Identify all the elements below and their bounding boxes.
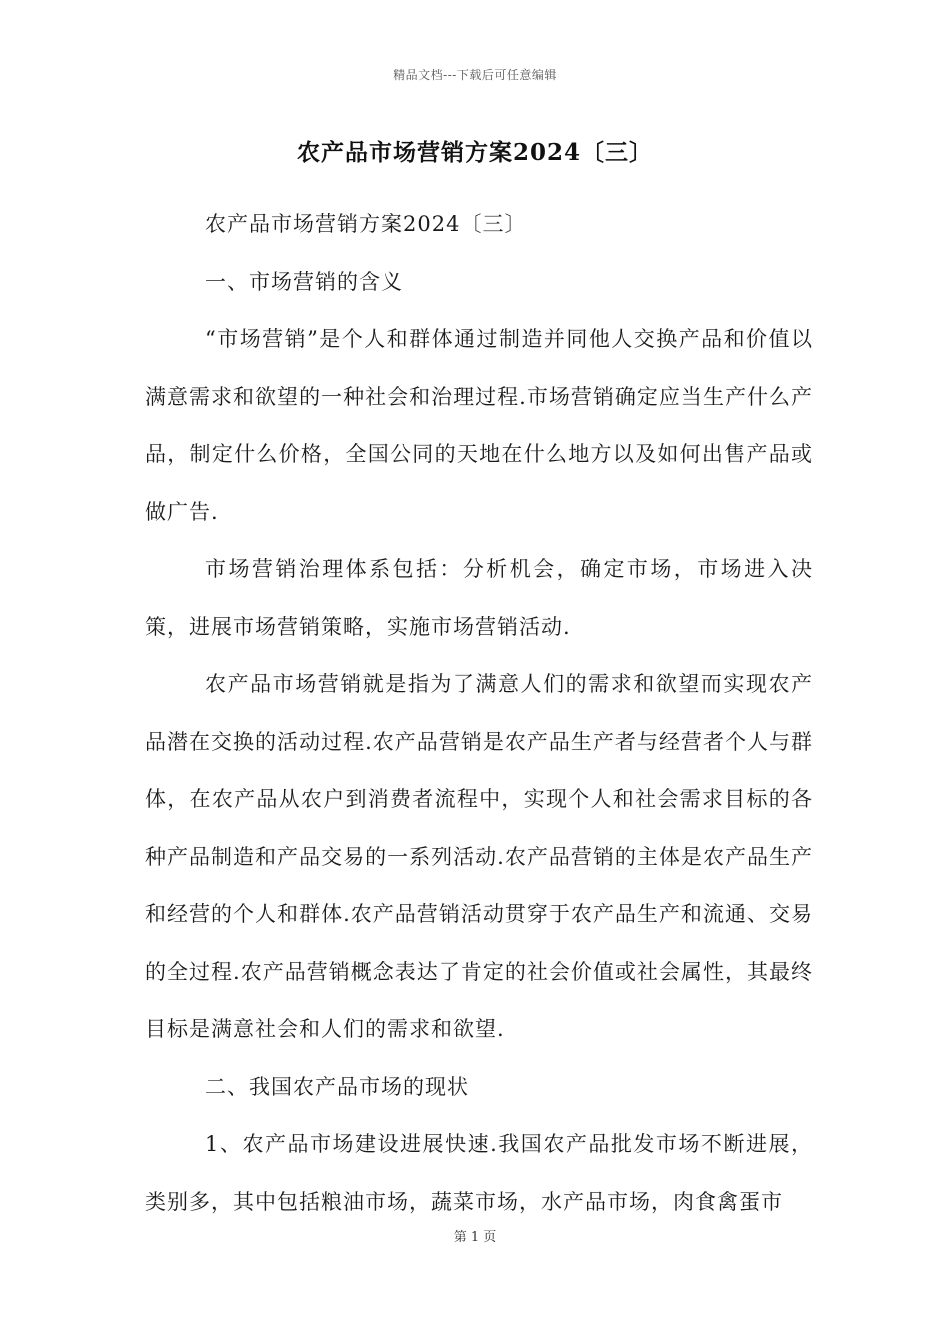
document-body bbox=[145, 196, 813, 1231]
page-number: 第 1 页 bbox=[453, 1230, 497, 1245]
paragraph: 农产品市场营销就是指为了满意人们的需求和欲望而实现农产品潜在交换的活动过程.农产品营销是农产品生产者与经营者个人与群体，在农产品从农户到消费者流程中，实现个人和社会需求目标的各种产品制造和产品交易的一系列活动.农产品营销的主体是农产品生产和经营的个人和群体.农产品营销活动贯穿于农产品生产和流通、交易的全过程.农产品营销概念表达了肯定的社会价值或社会属性，其最终目标是满意社会和人们的需求和欲望. bbox=[145, 672, 813, 1041]
page-header-note: 精品文档---下载后可任意编辑 bbox=[393, 68, 557, 82]
section-heading-2: 二、我国农产品市场的现状 bbox=[205, 1074, 470, 1099]
document-title: 农产品市场营销方案2024〔三〕 bbox=[296, 139, 653, 166]
paragraph: 1、农产品市场建设进展快速.我国农产品批发市场不断进展，类别多，其中包括粮油市场，蔬菜市场，水产品市场，肉食禽蛋市 bbox=[145, 1132, 813, 1214]
paragraph: “市场营销”是个人和群体通过制造并同他人交换产品和价值以满意需求和欲望的一种社会和治理过程.市场营销确定应当生产什么产品，制定什么价格，全国公同的天地在什么地方以及如何出售产品或做广告. bbox=[145, 327, 813, 524]
paragraph: 市场营销治理体系包括：分析机会，确定市场，市场进入决策，进展市场营销策略，实施市场营销活动. bbox=[145, 557, 813, 639]
section-heading-1: 一、市场营销的含义 bbox=[205, 269, 404, 294]
paragraph-subtitle: 农产品市场营销方案2024〔三〕 bbox=[205, 212, 527, 236]
